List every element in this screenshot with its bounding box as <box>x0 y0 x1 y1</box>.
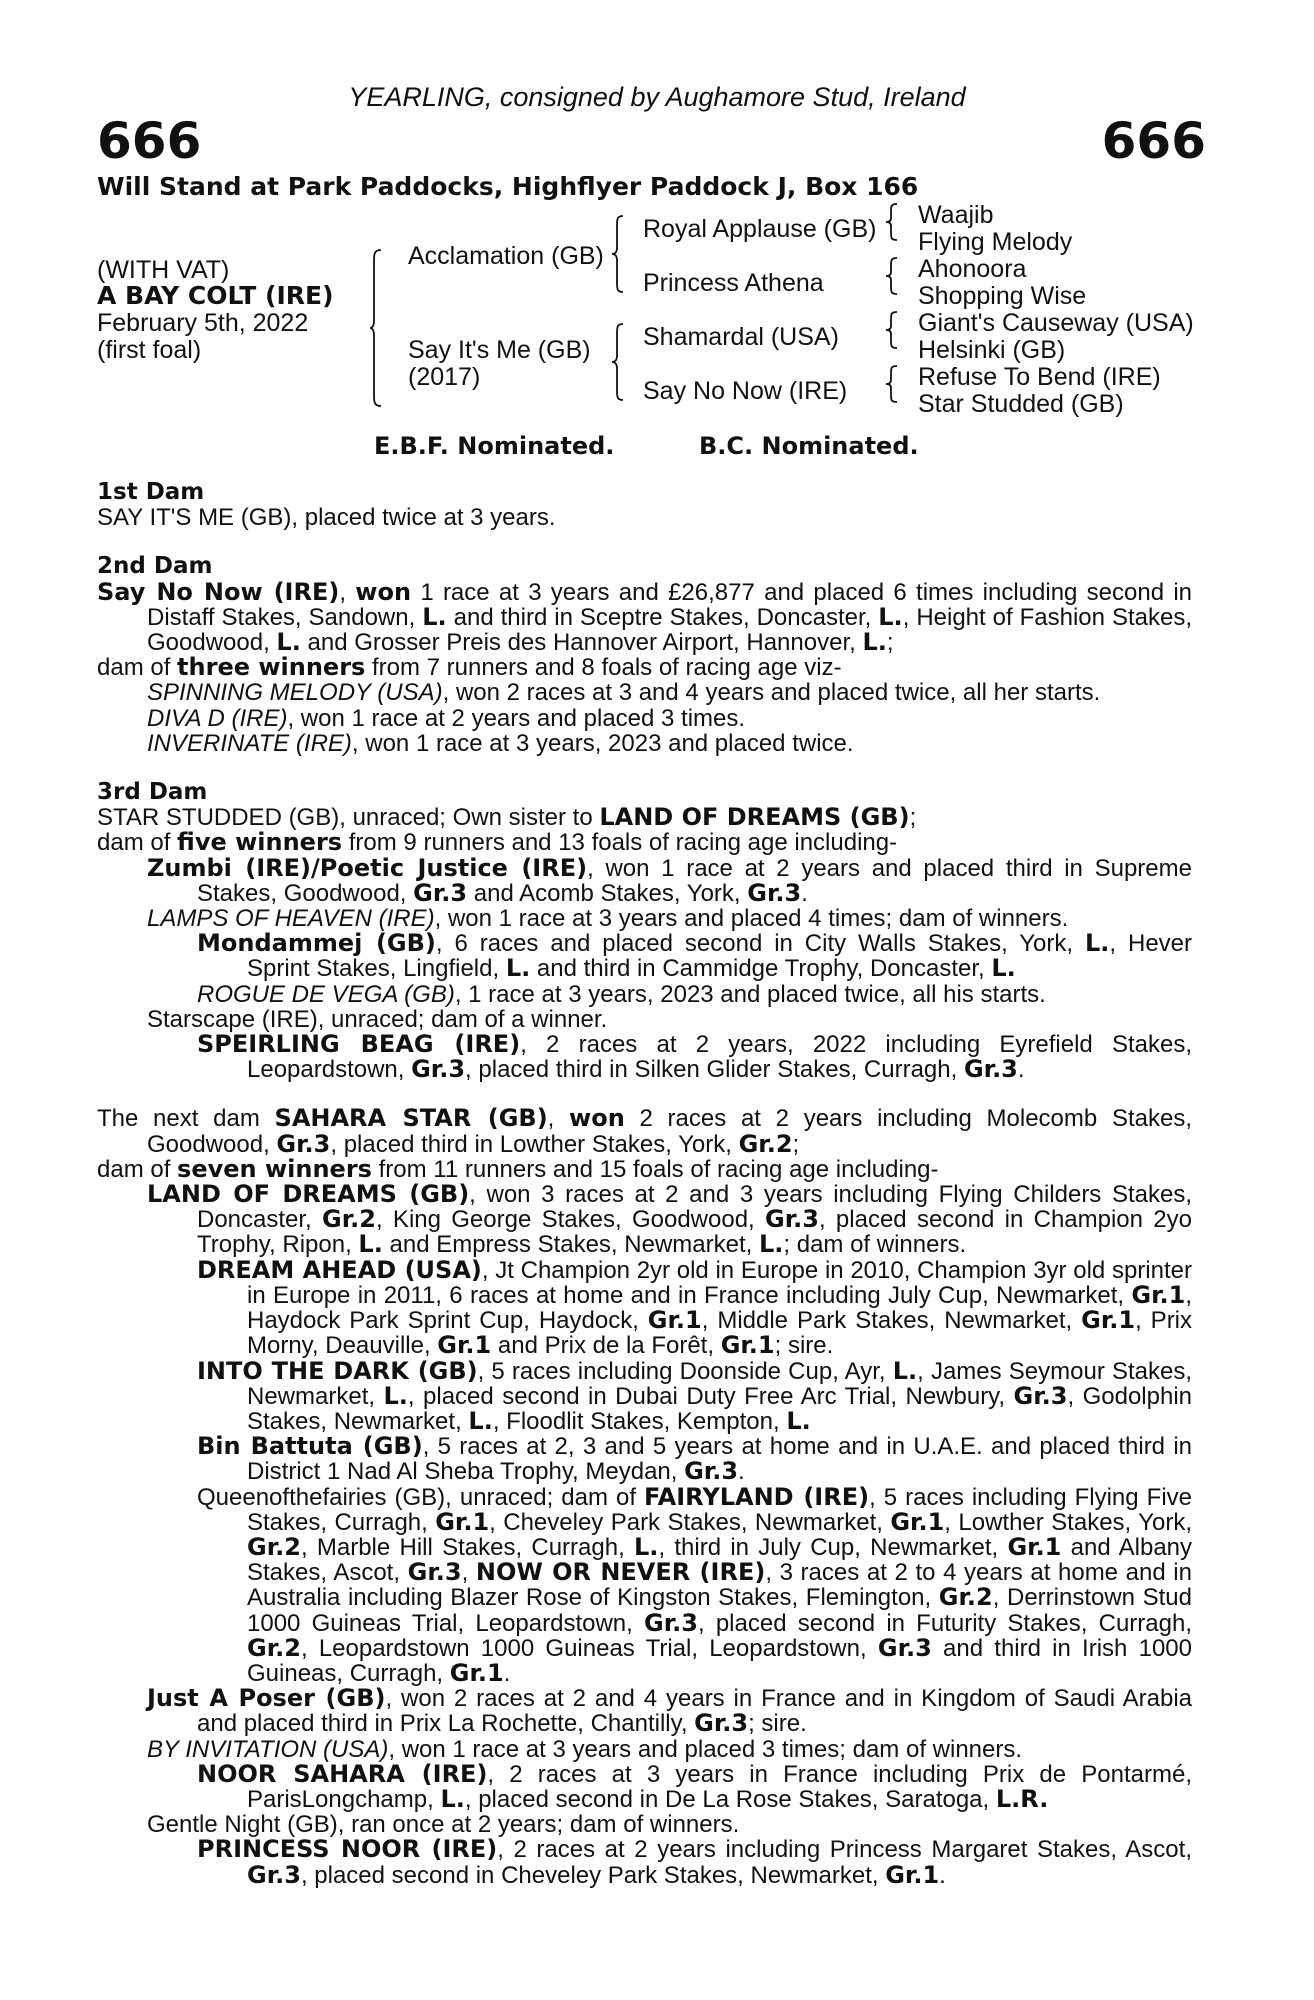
record-line <box>97 1434 1192 1484</box>
pedigree-dds: Refuse To Bend (IRE) <box>918 363 1161 391</box>
catalogue-subtitle: YEARLING, consigned by Aughamore Stud, Ireland <box>348 82 966 112</box>
bold-text: INTO THE DARK (GB) <box>197 1356 478 1385</box>
text-run: , won 1 race at 3 years, 2023 and placed twice. <box>351 729 854 757</box>
record-line <box>97 1106 1192 1156</box>
text-run: , Marble Hill Stakes, Curragh, <box>300 1533 635 1561</box>
text-run: , placed second in Cheveley Park Stakes, Newmarket, <box>300 1861 886 1889</box>
text-run: dam of <box>97 1155 178 1183</box>
text-run: , 2 races at 3 years in France including Prix de Pontarmé, ParisLongchamp, <box>247 1760 1192 1813</box>
text-run: . <box>503 1659 511 1687</box>
bold-text: five winners <box>177 828 343 857</box>
record-line <box>97 982 1192 1007</box>
text-run: dam of <box>97 829 178 857</box>
text-run: from 9 runners and 13 foals of racing age including- <box>342 829 898 857</box>
record-line <box>97 1686 1192 1736</box>
text-run: , <box>339 578 356 606</box>
text-run: , Cheveley Park Stakes, Newmarket, <box>489 1508 891 1536</box>
vat-note: (WITH VAT) <box>97 256 230 284</box>
text-run: , Derrinstown Stud 1000 Guineas Trial, Leopardstown, <box>247 1584 1192 1637</box>
bold-text: Gr.3 <box>747 878 802 907</box>
bold-text: SPEIRLING BEAG (IRE) <box>197 1030 521 1059</box>
text-run: 1 race at 3 years and £26,877 and placed 6 times including second in Distaff Stakes, Sandown, <box>147 578 1193 631</box>
text-run: , Leopardstown 1000 Guineas Trial, Leopardstown, <box>300 1634 878 1662</box>
bold-text: Gr.3 <box>877 1633 932 1662</box>
ebf-nomination: E.B.F. Nominated. <box>374 432 615 460</box>
pedigree-dam-year: (2017) <box>408 363 481 391</box>
bold-text: L. <box>634 1532 659 1561</box>
text-run: , King George Stakes, Goodwood, <box>375 1206 766 1234</box>
text-run: , placed third in Silken Glider Stakes, Curragh, <box>465 1056 964 1084</box>
bold-text: L. <box>758 1230 784 1259</box>
section-heading: 1st Dam <box>97 479 205 505</box>
record-line <box>97 853 1192 907</box>
bold-text: Gr.1 <box>1131 1280 1186 1309</box>
bold-text: NOOR SAHARA (IRE) <box>197 1759 488 1788</box>
pedigree-bracket-sire <box>612 214 624 294</box>
italic-name: SPINNING MELODY (USA) <box>147 679 443 707</box>
bold-text: LAND OF DREAMS (GB) <box>599 803 910 832</box>
italic-name: INVERINATE (IRE) <box>147 729 352 757</box>
italic-name: DIVA D (IRE) <box>147 704 288 732</box>
text-run: ; sire. <box>774 1332 834 1360</box>
record-line <box>97 805 1192 830</box>
pedigree-bracket-dam <box>612 322 624 402</box>
record-line <box>97 505 1192 530</box>
text-run: , Middle Park Stakes, Newmarket, <box>701 1307 1082 1335</box>
text-run: , placed third in Lowther Stakes, York, <box>330 1130 739 1158</box>
record-line <box>97 1154 1192 1183</box>
bold-text: DREAM AHEAD (USA) <box>197 1255 482 1284</box>
bold-text: L. <box>505 954 531 983</box>
text-run: dam of <box>97 654 178 682</box>
text-run: and Prix de la Forêt, <box>491 1332 721 1360</box>
bold-text: Gr.3 <box>765 1205 819 1234</box>
bold-text: Gr.3 <box>413 878 468 907</box>
text-run: , placed second in De La Rose Stakes, Saratoga, <box>464 1785 996 1813</box>
record-line <box>97 1482 1193 1687</box>
bold-text: Gr.1 <box>720 1331 775 1360</box>
text-run: from 7 runners and 8 foals of racing age viz- <box>365 654 842 682</box>
text-run: Queenofthefairies (GB), unraced; dam of <box>197 1483 645 1511</box>
text-run: SAY IT'S ME (GB), placed twice at 3 years. <box>97 504 556 532</box>
text-run: and Albany Stakes, Ascot, <box>247 1533 1193 1587</box>
text-run: , 3 races at 2 to 4 years at home and in Australia including Blazer Rose of Kingston Stakes, Flemington, <box>247 1559 1192 1612</box>
bold-text: won <box>355 577 412 606</box>
text-run: ; <box>886 629 894 657</box>
record-line <box>97 931 1192 981</box>
text-run: , won 1 race at 2 years and placed third in Supreme Stakes, Goodwood, <box>197 854 1192 907</box>
text-run: Starscape (IRE), unraced; dam of a winner. <box>147 1005 608 1033</box>
bold-text: Zumbi (IRE)/Poetic Justice (IRE) <box>147 853 588 882</box>
bold-text: seven winners <box>177 1154 372 1183</box>
bold-text: Gr.1 <box>1081 1306 1136 1335</box>
text-run: , won 1 race at 3 years and placed 3 times; dam of winners. <box>388 1735 1023 1763</box>
pedigree-sire: Acclamation (GB) <box>408 242 604 270</box>
produce-record <box>97 480 1192 1888</box>
text-run: , Haydock Park Sprint Cup, Haydock, <box>247 1281 1192 1335</box>
record-line <box>97 680 1192 705</box>
bold-text: L. <box>862 628 887 657</box>
record-line <box>97 1032 1192 1082</box>
text-run: , Jt Champion 2yr old in Europe in 2010, Champion 3yr old sprinter in Europe in 2011, 6 races at home and in France including July Cup, Newmarket, <box>247 1256 1192 1309</box>
bold-text: Gr.2 <box>322 1205 376 1234</box>
bold-text: Gr.1 <box>1007 1532 1062 1561</box>
text-run: and third in Cammidge Trophy, Doncaster, <box>530 955 992 983</box>
pedigree-bracket-main <box>370 248 382 408</box>
bold-text: Gr.3 <box>694 1709 749 1738</box>
text-run: . <box>801 879 808 907</box>
bold-text: NOW OR NEVER (IRE) <box>475 1558 766 1587</box>
paragraph-gap <box>97 1082 1192 1106</box>
bold-text: L. <box>1084 929 1110 958</box>
text-run: , Godolphin Stakes, Newmarket, <box>247 1382 1193 1435</box>
pedigree-sire-sire: Royal Applause (GB) <box>643 215 877 243</box>
bold-text: Gr.1 <box>890 1507 945 1536</box>
record-line <box>97 1812 1192 1837</box>
text-run: , 2 races at 2 years including Princess Margaret Stakes, Ascot, <box>497 1836 1192 1864</box>
bold-text: Gr.3 <box>963 1055 1018 1084</box>
text-run: , placed second in Champion 2yo Trophy, Ripon, <box>197 1206 1192 1259</box>
pedigree-dam-dam: Say No Now (IRE) <box>643 377 848 405</box>
bold-text: L.R. <box>995 1784 1049 1813</box>
record-line <box>97 1837 1192 1887</box>
text-run: Gentle Night (GB), ran once at 2 years; dam of winners. <box>147 1811 740 1839</box>
record-line <box>97 1255 1193 1360</box>
text-run: from 11 runners and 15 foals of racing age including- <box>371 1155 939 1183</box>
pedigree-sdd: Shopping Wise <box>918 282 1087 310</box>
pedigree-sire-dam: Princess Athena <box>643 269 824 297</box>
text-run: , Prix Morny, Deauville, <box>247 1307 1193 1360</box>
text-run: ; sire. <box>748 1710 807 1738</box>
bold-text: Gr.1 <box>435 1507 490 1536</box>
pedigree-bracket-ds <box>886 310 898 350</box>
bold-text: Mondammej (GB) <box>197 929 436 958</box>
text-run: STAR STUDDED (GB), unraced; Own sister to <box>97 804 600 832</box>
text-run: and Grosser Preis des Hannover Airport, Hannover, <box>300 629 863 657</box>
bold-text: won <box>569 1104 625 1133</box>
bold-text: LAND OF DREAMS (GB) <box>147 1180 470 1209</box>
lot-number-right: 666 <box>1101 112 1206 170</box>
record-line <box>97 1356 1193 1435</box>
text-run: and third in Sceptre Stakes, Doncaster, <box>446 603 879 631</box>
record-line <box>97 706 1192 731</box>
text-run: , 5 races including Doonside Cup, Ayr, <box>477 1357 893 1385</box>
bold-text: L. <box>878 602 903 631</box>
record-line <box>97 577 1193 657</box>
bold-text: L. <box>892 1356 918 1385</box>
text-run: , Height of Fashion Stakes, Goodwood, <box>147 603 1193 657</box>
bold-text: FAIRYLAND (IRE) <box>644 1482 870 1511</box>
bold-text: SAHARA STAR (GB) <box>274 1104 548 1133</box>
text-run: , <box>461 1559 476 1587</box>
section-heading: 3rd Dam <box>97 779 208 806</box>
bc-nomination: B.C. Nominated. <box>699 432 919 460</box>
pedigree-bracket-sd <box>886 256 898 296</box>
pedigree-ssd: Flying Melody <box>918 228 1073 256</box>
horse-name: A BAY COLT (IRE) <box>97 281 334 310</box>
text-run: , James Seymour Stakes, Newmarket, <box>247 1357 1193 1410</box>
text-run: 2 races at 2 years including Molecomb Stakes, Goodwood, <box>147 1105 1192 1158</box>
bold-text: L. <box>786 1406 811 1435</box>
foal-note: (first foal) <box>97 336 202 364</box>
text-run: , Lowther Stakes, York, <box>944 1508 1192 1536</box>
text-run: ; dam of winners. <box>783 1231 967 1259</box>
text-run: . <box>939 1861 946 1889</box>
bold-text: Gr.3 <box>247 1860 301 1889</box>
record-line <box>97 1182 1192 1258</box>
text-run: , 5 races at 2, 3 and 5 years at home and in U.A.E. and placed third in District 1 Nad Al Sheba Trophy, Meydan, <box>247 1433 1193 1486</box>
text-run: . <box>738 1458 745 1486</box>
bold-text: PRINCESS NOOR (IRE) <box>197 1835 498 1864</box>
text-run: The next dam <box>97 1105 275 1133</box>
text-run: and Empress Stakes, Newmarket, <box>382 1231 759 1259</box>
bold-text: L. <box>358 1230 383 1259</box>
bold-text: Gr.3 <box>684 1457 739 1486</box>
pedigree-dam-sire: Shamardal (USA) <box>643 323 839 351</box>
text-run: , won 2 races at 2 and 4 years in France and in Kingdom of Saudi Arabia and placed third in Prix La Rochette, Chantilly, <box>197 1685 1192 1738</box>
bold-text: Gr.1 <box>437 1331 492 1360</box>
bold-text: Bin Battuta (GB) <box>197 1432 423 1461</box>
text-run: , 2 races at 2 years, 2022 including Eyrefield Stakes, Leopardstown, <box>247 1031 1192 1084</box>
stand-location: Will Stand at Park Paddocks, Highflyer Paddock J, Box 166 <box>97 172 919 201</box>
bold-text: Just A Poser (GB) <box>147 1684 386 1713</box>
foaling-date: February 5th, 2022 <box>97 309 309 337</box>
text-run: , placed second in Futurity Stakes, Curragh, <box>697 1609 1193 1637</box>
pedigree-dsd: Helsinki (GB) <box>918 336 1066 364</box>
text-run: , placed second in Dubai Duty Free Arc Trial, Newbury, <box>407 1382 1014 1410</box>
pedigree-bracket-ss <box>886 202 898 242</box>
bold-text: Gr.2 <box>247 1532 301 1561</box>
record-line <box>97 1007 1192 1032</box>
italic-name: ROGUE DE VEGA (GB) <box>197 980 455 1008</box>
record-line <box>97 655 1192 680</box>
text-run: , 6 races and placed second in City Walls Stakes, York, <box>435 930 1085 958</box>
lot-number-left: 666 <box>97 112 202 170</box>
bold-text: L. <box>991 954 1016 983</box>
record-line <box>97 1737 1192 1762</box>
pedigree-dss: Giant's Causeway (USA) <box>918 309 1194 337</box>
italic-name: LAMPS OF HEAVEN (IRE) <box>147 905 435 933</box>
section-heading: 2nd Dam <box>97 553 213 580</box>
bold-text: three winners <box>177 653 366 682</box>
record-line <box>97 830 1192 855</box>
bold-text: L. <box>276 628 301 657</box>
text-run: , <box>547 1105 570 1133</box>
bold-text: L. <box>383 1381 408 1410</box>
bold-text: L. <box>440 1784 465 1813</box>
text-run: ; <box>792 1130 800 1158</box>
bold-text: Gr.3 <box>1013 1381 1068 1410</box>
text-run: and third in Irish 1000 Guineas, Curragh, <box>247 1634 1192 1687</box>
text-run: , Floodlit Stakes, Kempton, <box>492 1407 787 1435</box>
bold-text: Gr.1 <box>885 1860 940 1889</box>
pedigree-ddd: Star Studded (GB) <box>918 390 1124 418</box>
bold-text: Gr.3 <box>407 1558 462 1587</box>
pedigree-sss: Waajib <box>918 201 994 229</box>
pedigree-sds: Ahonoora <box>918 255 1027 283</box>
text-run: , won 2 races at 3 and 4 years and placed twice, all her starts. <box>442 679 1101 707</box>
bold-text: Gr.2 <box>738 1129 793 1158</box>
bold-text: Gr.3 <box>276 1129 331 1158</box>
bold-text: Gr.2 <box>247 1633 301 1662</box>
bold-text: Gr.2 <box>938 1583 993 1612</box>
text-run: , won 1 race at 3 years and placed 4 times; dam of winners. <box>434 905 1069 933</box>
bold-text: L. <box>468 1406 493 1435</box>
text-run: , 1 race at 3 years, 2023 and placed twice, all his starts. <box>454 980 1046 1008</box>
text-run: , Hever Sprint Stakes, Lingfield, <box>247 930 1193 983</box>
record-line <box>97 1759 1192 1813</box>
bold-text: Say No Now (IRE) <box>97 577 340 606</box>
record-line <box>97 906 1192 931</box>
bold-text: Gr.1 <box>449 1658 504 1687</box>
text-run: , 5 races including Flying Five Stakes, Curragh, <box>247 1483 1192 1536</box>
italic-name: BY INVITATION (USA) <box>147 1735 389 1763</box>
bold-text: L. <box>422 602 447 631</box>
pedigree-dam: Say It's Me (GB) <box>408 336 591 364</box>
text-run: , won 3 races at 2 and 3 years including Flying Childers Stakes, Doncaster, <box>197 1181 1192 1234</box>
bold-text: Gr.3 <box>644 1608 698 1637</box>
text-run: , won 1 race at 2 years and placed 3 times. <box>287 704 746 732</box>
bold-text: Gr.1 <box>647 1306 702 1335</box>
bold-text: Gr.3 <box>411 1055 466 1084</box>
text-run: and Acomb Stakes, York, <box>467 879 748 907</box>
text-run: . <box>1017 1056 1025 1084</box>
pedigree-bracket-dd <box>886 364 898 404</box>
record-line <box>97 731 1192 756</box>
text-run: ; <box>909 804 917 832</box>
text-run: , third in July Cup, Newmarket, <box>658 1533 1008 1561</box>
